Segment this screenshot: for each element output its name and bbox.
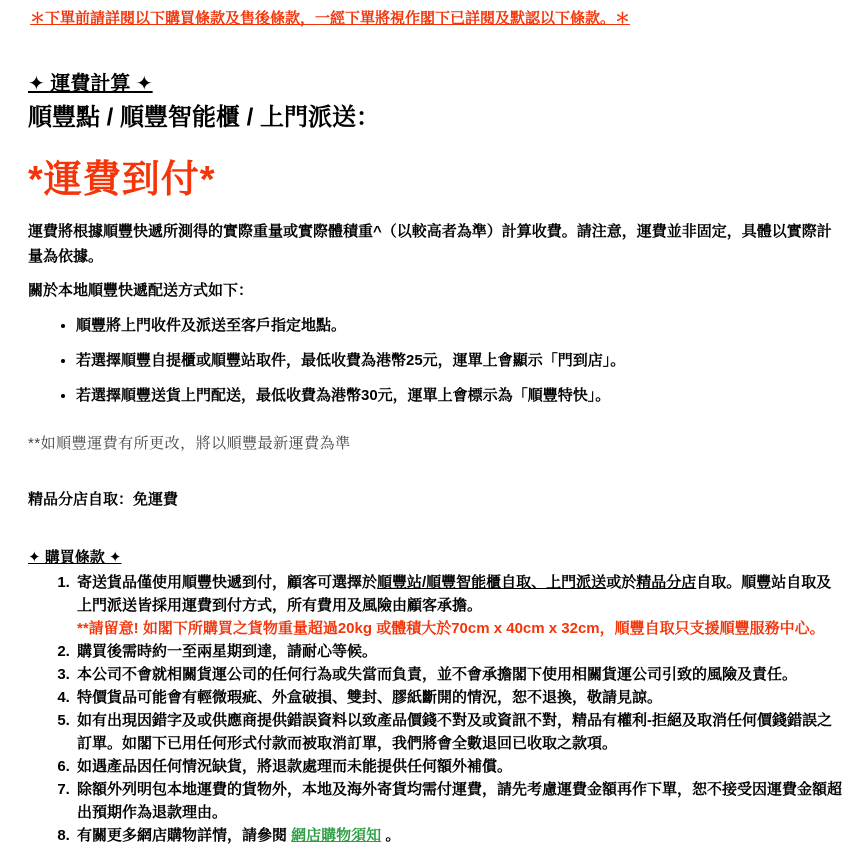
term-1-underlined-store: 精品分店: [636, 574, 697, 591]
shipping-methods-line: 順豐點 / 順豐智能櫃 / 上門派送：: [28, 104, 381, 131]
delivery-methods-intro: 關於本地順豐快遞配送方式如下：: [28, 282, 254, 299]
list-item: • 順豐將上門收件及派送至客戶指定地點。: [76, 314, 843, 337]
store-pickup-free-note: 精品分店自取：免運費: [28, 491, 179, 508]
term-1-underlined-methods: 順豐站/順豐智能櫃自取、上門派送: [377, 574, 607, 591]
pre-order-notice: ＊下單前請詳閱以下購買條款及售後條款，一經下單將視作閣下已詳閱及默認以下條款。＊: [30, 10, 631, 27]
term-1-text: 自取。順豐站自取及上門派送皆採用運費到付方式，所有費用及風險由顧客承擔。: [77, 574, 832, 614]
delivery-methods-list: [28, 314, 843, 407]
term-item-8: [74, 824, 843, 847]
list-item: • 若選擇順豐自提櫃或順豐站取件，最低收費為港幣25元，運單上會顯示「門到店」。: [76, 349, 843, 372]
store-shopping-guide-link[interactable]: 網店購物須知: [291, 827, 382, 844]
term-1-text: 寄送貨品僅使用順豐快遞到付，顧客可選擇於: [77, 574, 378, 591]
shipping-calc-heading: ✦ 運費計算 ✦: [28, 73, 153, 95]
term-item-2: 2. 購買後需時約一至兩星期到達，請耐心等候。: [74, 640, 843, 663]
list-item: • 若選擇順豐送貨上門配送，最低收費為港幣30元，運單上會標示為「順豐特快」。: [76, 384, 843, 407]
term-item-3: 3. 本公司不會就相關貨運公司的任何行為或失當而負責，並不會承擔閣下使用相關貨運公司引致的風險及責任。: [74, 663, 843, 686]
freight-collect-banner: *運費到付*: [28, 159, 216, 201]
fee-calculation-note: 運費將根據順豐快遞所測得的實際重量或實際體積重^（以較高者為準）計算收費。請注意，運費並非固定，具體以實際計量為依據。: [28, 223, 832, 265]
term-item-4: 4. 特價貨品可能會有輕微瑕疵、外盒破損、雙封、膠紙斷開的情況，恕不退換，敬請見諒。: [74, 686, 843, 709]
term-item-5: 5. 如有出現因錯字及或供應商提供錯誤資料以致產品價錢不對及或資訊不對，精品有權利-拒絕及取消任何價錢錯誤之訂單。如閣下已用任何形式付款而被取消訂單，我們將會全數退回已收取之款項。: [74, 709, 843, 755]
term-8-text: 有關更多網店購物詳情，請參閱: [77, 827, 292, 844]
fee-change-note: **如順豐運費有所更改，將以順豐最新運費為準: [28, 435, 351, 452]
term-item-6: 6. 如遇產品因任何情況缺貨，將退款處理而未能提供任何額外補償。: [74, 755, 843, 778]
term-item-1: [74, 571, 843, 640]
weight-limit-warning: **請留意! 如閣下所購買之貨物重量超過20kg 或體積大於70cm x 40cm x 32cm，順豐自取只支援順豐服務中心。: [77, 620, 825, 637]
purchase-terms-heading: ✦ 購買條款 ✦: [28, 549, 122, 566]
purchase-terms-list: [28, 571, 843, 847]
term-1-text: 或於: [606, 574, 637, 591]
term-item-7: 7. 除額外列明包本地運費的貨物外，本地及海外寄貨均需付運費，請先考慮運費金額再作下單，恕不接受因運費金額超出預期作為退款理由。: [74, 778, 843, 824]
term-8-text: 。: [381, 827, 401, 844]
